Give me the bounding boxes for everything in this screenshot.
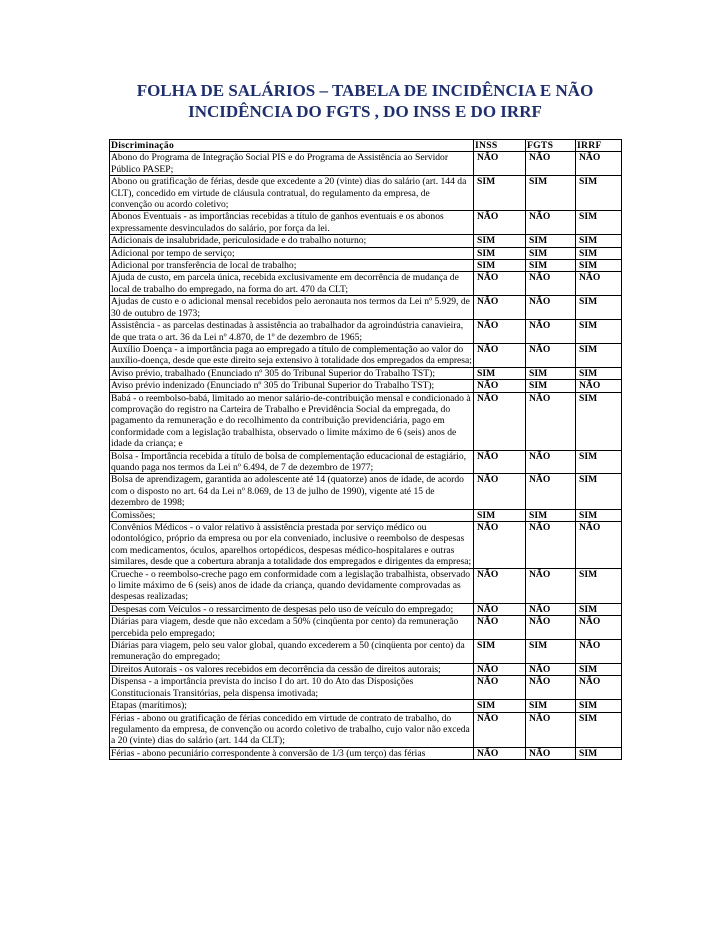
column-header-fgts: FGTS — [526, 140, 576, 152]
cell-inss: NÃO — [474, 474, 526, 509]
column-header-inss: INSS — [474, 140, 526, 152]
cell-irrf: NÃO — [576, 616, 622, 640]
cell-inss: SIM — [474, 176, 526, 211]
table-row — [110, 247, 622, 259]
cell-discriminacao: Adicional por tempo de serviço; — [110, 247, 474, 259]
table-row — [110, 663, 622, 675]
cell-discriminacao: Despesas com Veículos - o ressarcimento de despesas pelo uso de veículo do empregado; — [110, 603, 474, 615]
cell-fgts: NÃO — [526, 663, 576, 675]
cell-fgts: SIM — [526, 509, 576, 521]
cell-fgts: NÃO — [526, 320, 576, 344]
cell-inss: SIM — [474, 509, 526, 521]
column-header-discriminacao: Discriminação — [110, 140, 474, 152]
cell-fgts: SIM — [526, 380, 576, 392]
table-row — [110, 676, 622, 700]
cell-inss: NÃO — [474, 272, 526, 296]
cell-fgts: NÃO — [526, 568, 576, 603]
cell-inss: NÃO — [474, 522, 526, 569]
cell-irrf: SIM — [576, 235, 622, 247]
cell-irrf: SIM — [576, 320, 622, 344]
cell-irrf: SIM — [576, 509, 622, 521]
document-title: FOLHA DE SALÁRIOS – TABELA DE INCIDÊNCIA E NÃO INCIDÊNCIA DO FGTS , DO INSS E DO IRRF — [136, 81, 594, 121]
cell-fgts: NÃO — [526, 712, 576, 747]
table-header-row — [110, 140, 622, 152]
cell-inss: NÃO — [474, 747, 526, 759]
cell-inss: NÃO — [474, 343, 526, 367]
cell-fgts: SIM — [526, 260, 576, 272]
cell-irrf: NÃO — [576, 380, 622, 392]
table-row — [110, 392, 622, 450]
table-row — [110, 211, 622, 235]
cell-irrf: SIM — [576, 747, 622, 759]
cell-irrf: SIM — [576, 296, 622, 320]
cell-fgts: NÃO — [526, 343, 576, 367]
cell-discriminacao: Direitos Autorais - os valores recebidos em decorrência da cessão de direitos autorais; — [110, 663, 474, 675]
cell-fgts: NÃO — [526, 474, 576, 509]
table-row — [110, 474, 622, 509]
cell-discriminacao: Adicionais de insalubridade, periculosidade e do trabalho noturno; — [110, 235, 474, 247]
cell-discriminacao: Crueche - o reembolso-creche pago em conformidade com a legislação trabalhista, observado o limite máximo de 6 (seis) anos de idade da criança, quando devidamente comprovadas as despesas realizadas; — [110, 568, 474, 603]
table-row — [110, 700, 622, 712]
cell-discriminacao: Aviso prévio indenizado (Enunciado nº 305 do Tribunal Superior do Trabalho TST); — [110, 380, 474, 392]
table-row — [110, 450, 622, 474]
table-row — [110, 568, 622, 603]
cell-fgts: NÃO — [526, 272, 576, 296]
cell-irrf: SIM — [576, 568, 622, 603]
cell-irrf: SIM — [576, 211, 622, 235]
cell-irrf: SIM — [576, 663, 622, 675]
cell-inss: NÃO — [474, 603, 526, 615]
table-row — [110, 603, 622, 615]
cell-discriminacao: Dispensa - a importância prevista do inciso I do art. 10 do Ato das Disposições Constitucionais Transitórias, pela dispensa imotivada; — [110, 676, 474, 700]
cell-inss: NÃO — [474, 211, 526, 235]
cell-fgts: SIM — [526, 247, 576, 259]
cell-discriminacao: Diárias para viagem, pelo seu valor global, quando excederem a 50 (cinqüenta por cento) da remuneração do empregado; — [110, 640, 474, 664]
cell-inss: SIM — [474, 640, 526, 664]
table-row — [110, 367, 622, 379]
table-row — [110, 616, 622, 640]
cell-discriminacao: Babá - o reembolso-babá, limitado ao menor salário-de-contribuição mensal e condicionado à comprovação do registro na Carteira de Trabalho e Previdência Social da empregada, do pagamento da remuneração e do recolhimento da contribuição previdenciária, pago em conformidade com a legislação trabalhista, observado o limite máximo de 6 (seis) anos de idade da criança; e — [110, 392, 474, 450]
cell-inss: NÃO — [474, 320, 526, 344]
cell-inss: NÃO — [474, 663, 526, 675]
cell-inss: NÃO — [474, 296, 526, 320]
cell-discriminacao: Ajuda de custo, em parcela única, recebida exclusivamente em decorrência de mudança de local de trabalho do empregado, na forma do art. 470 da CLT; — [110, 272, 474, 296]
cell-irrf: SIM — [576, 712, 622, 747]
cell-discriminacao: Auxílio Doença - a importância paga ao empregado a título de complementação ao valor do auxílio-doença, desde que este direito seja extensivo à totalidade dos empregados da empresa; — [111, 343, 472, 367]
cell-discriminacao: Assistência - as parcelas destinadas à assistência ao trabalhador da agroindústria canavieira, de que trata o art. 36 da Lei nº 4.870, de 1º de dezembro de 1965; — [110, 320, 474, 344]
cell-irrf: NÃO — [576, 272, 622, 296]
cell-inss: NÃO — [474, 392, 526, 450]
table-row — [110, 712, 622, 747]
cell-fgts: SIM — [526, 700, 576, 712]
cell-discriminacao: Aviso prévio, trabalhado (Enunciado nº 305 do Tribunal Superior do Trabalho TST); — [110, 367, 474, 379]
table-row — [110, 640, 622, 664]
cell-inss: NÃO — [474, 152, 526, 176]
cell-irrf: SIM — [576, 260, 622, 272]
cell-discriminacao: Férias - abono ou gratificação de férias concedido em virtude de contrato de trabalho, do regulamento da empresa, de convenção ou acordo coletivo de trabalho, cujo valor não exceda a 20 (vinte) dias do salário (art. 144 da CLT); — [110, 712, 474, 747]
cell-inss: SIM — [474, 235, 526, 247]
cell-discriminacao: Convênios Médicos - o valor relativo à assistência prestada por serviço médico ou odontológico, próprio da empresa ou por ela conveniado, inclusive o reembolso de despesas com medicamentos, óculos, aparelhos ortopédicos, despesas médico-hospitalares e outras similares, desde que a cobertura abranja a totalidade dos empregados e dirigentes da empresa; — [110, 522, 474, 569]
cell-inss: SIM — [474, 700, 526, 712]
cell-irrf: NÃO — [576, 676, 622, 700]
cell-fgts: NÃO — [526, 211, 576, 235]
cell-fgts: NÃO — [526, 522, 576, 569]
table-row — [110, 296, 622, 320]
cell-irrf: SIM — [576, 392, 622, 450]
cell-irrf: SIM — [576, 474, 622, 509]
cell-fgts: NÃO — [526, 603, 576, 615]
cell-fgts: NÃO — [526, 616, 576, 640]
table-row — [110, 272, 622, 296]
table-row — [110, 235, 622, 247]
cell-inss: NÃO — [474, 568, 526, 603]
cell-inss: NÃO — [474, 712, 526, 747]
cell-fgts: NÃO — [526, 450, 576, 474]
cell-irrf: SIM — [576, 450, 622, 474]
cell-discriminacao: Bolsa - Importância recebida a título de bolsa de complementação educacional de estagiário, quando paga nos termos da Lei nº 6.494, de 7 de dezembro de 1977; — [110, 450, 474, 474]
table-row — [110, 747, 622, 759]
cell-inss: NÃO — [474, 616, 526, 640]
cell-inss: NÃO — [474, 380, 526, 392]
cell-irrf: SIM — [576, 343, 622, 367]
cell-discriminacao: Abonos Eventuais - as importâncias recebidas a título de ganhos eventuais e os abonos expressamente desvinculados do salário, por força da lei. — [110, 211, 474, 235]
cell-fgts: SIM — [526, 176, 576, 211]
cell-fgts: NÃO — [526, 747, 576, 759]
cell-irrf: SIM — [576, 603, 622, 615]
cell-irrf: SIM — [576, 176, 622, 211]
cell-fgts: NÃO — [526, 676, 576, 700]
table-row — [110, 320, 622, 344]
cell-inss: SIM — [474, 260, 526, 272]
incidence-table — [109, 139, 622, 760]
cell-irrf: NÃO — [576, 522, 622, 569]
cell-discriminacao: Adicional por transferência de local de trabalho; — [110, 260, 474, 272]
table-row — [110, 522, 622, 569]
cell-irrf: SIM — [576, 247, 622, 259]
column-header-irrf: IRRF — [576, 140, 622, 152]
cell-fgts: NÃO — [526, 392, 576, 450]
cell-irrf: NÃO — [576, 640, 622, 664]
cell-inss: SIM — [474, 247, 526, 259]
cell-fgts: SIM — [526, 367, 576, 379]
cell-discriminacao: Etapas (marítimos); — [110, 700, 474, 712]
table-row — [110, 176, 622, 211]
table-row — [110, 260, 622, 272]
cell-discriminacao: Férias - abono pecuniário correspondente à conversão de 1/3 (um terço) das férias — [110, 747, 474, 759]
cell-fgts: NÃO — [526, 296, 576, 320]
cell-discriminacao: Comissões; — [110, 509, 474, 521]
cell-inss: NÃO — [474, 676, 526, 700]
cell-discriminacao: Diárias para viagem, desde que não excedam a 50% (cinqüenta por cento) da remuneração percebida pelo empregado; — [110, 616, 474, 640]
cell-discriminacao: Ajudas de custo e o adicional mensal recebidos pelo aeronauta nos termos da Lei nº 5.929, de 30 de outubro de 1973; — [110, 296, 474, 320]
table-body — [110, 152, 622, 760]
cell-fgts: SIM — [526, 235, 576, 247]
cell-irrf: SIM — [576, 700, 622, 712]
cell-discriminacao: Abono ou gratificação de férias, desde que excedente a 20 (vinte) dias do salário (art. 144 da CLT), concedido em virtude de cláusula contratual, do regulamento da empresa, de convenção ou acordo coletivo; — [110, 176, 474, 211]
table-row — [110, 343, 622, 367]
cell-discriminacao: Bolsa de aprendizagem, garantida ao adolescente até 14 (quatorze) anos de idade, de acordo com o disposto no art. 64 da Lei nº 8.069, de 13 de julho de 1990), vigente até 15 de dezembro de 1998; — [110, 474, 474, 509]
cell-fgts: NÃO — [526, 152, 576, 176]
cell-inss: NÃO — [474, 450, 526, 474]
cell-irrf: SIM — [576, 367, 622, 379]
cell-discriminacao: Abono do Programa de Integração Social PIS e do Programa de Assistência ao Servidor Público PASEP; — [110, 152, 474, 176]
cell-inss: SIM — [474, 367, 526, 379]
cell-irrf: NÃO — [576, 152, 622, 176]
cell-fgts: SIM — [526, 640, 576, 664]
table-row — [110, 380, 622, 392]
table-row — [110, 509, 622, 521]
table-row — [110, 152, 622, 176]
